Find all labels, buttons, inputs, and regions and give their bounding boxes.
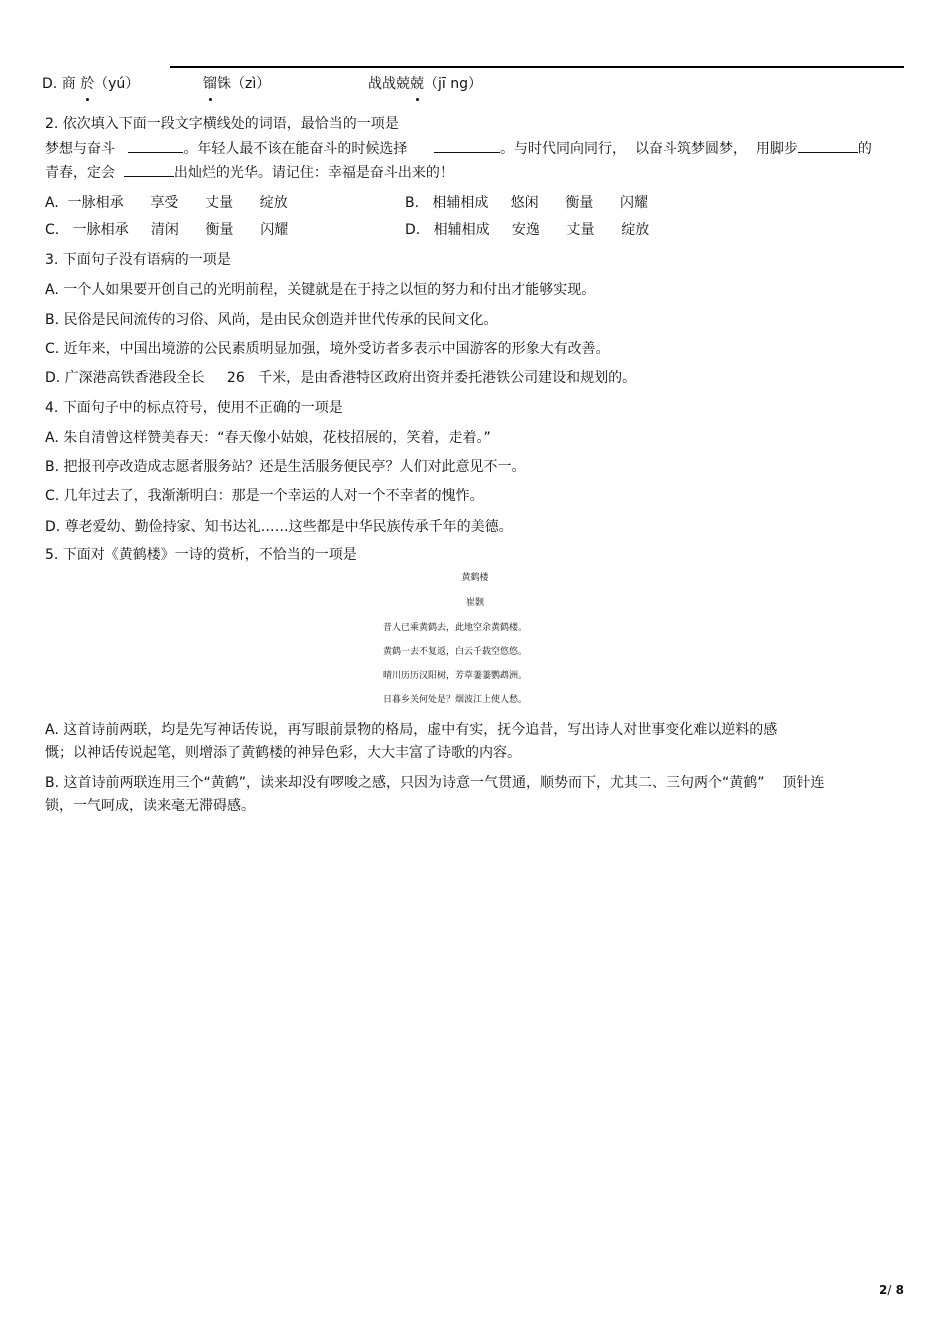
q1-option-d (42, 74, 139, 94)
word-part: 战战兢 (368, 76, 410, 92)
q3-option-c: C. 近年来，中国出境游的公民素质明显加强，境外受访者多表示中国游客的形象大有改善。 (45, 341, 610, 357)
pinyin: （jī ng） (424, 76, 482, 92)
poem-author: 崔颢 (465, 598, 484, 608)
q5-option-a-line-1: A. 这首诗前两联，均是先写神话传说，再写眼前景物的格局，虚中有实，抚今追昔，写出诗人对世事变化难以逆料的感 (45, 722, 778, 738)
q2-option-d: D. 相辅相成 安逸 丈量 绽放 (405, 222, 650, 238)
q2-passage-line-1 (45, 137, 872, 159)
q4-option-c: C. 几年过去了，我渐渐明白：那是一个幸运的人对一个不幸者的愧怍。 (45, 488, 484, 504)
q4-option-b: B. 把报刊亭改造成志愿者服务站？还是生活服务便民亭？人们对此意见不一。 (45, 459, 526, 475)
q5-option-a-line-2: 慨；以神话传说起笔，则增添了黄鹤楼的神异色彩，大大丰富了诗歌的内容。 (45, 745, 521, 761)
passage-text: 的 (857, 141, 872, 157)
q2-passage-line-2 (45, 161, 454, 183)
q5-stem: 5. 下面对《黄鹤楼》一诗的赏析，不恰当的一项是 (45, 547, 357, 563)
header-rule (170, 66, 904, 68)
q4-option-d: D. 尊老爱幼、勤俭持家、知书达礼……这些都是中华民族传承千年的美德。 (45, 519, 513, 535)
q2-option-c: C. 一脉相承 清闲 衡量 闪耀 (45, 222, 289, 238)
q1-word-2 (203, 74, 270, 94)
poem-line: 昔人已乘黄鹤去，此地空余黄鹤楼。 (382, 623, 527, 633)
q2-option-a: A. 一脉相承 享受 丈量 绽放 (45, 195, 288, 211)
page-separator: / (887, 1283, 892, 1297)
page-total: 8 (895, 1283, 904, 1297)
q1-word-3 (368, 74, 482, 94)
emphasis-dot-char: 於 (80, 76, 95, 92)
poem-line: 晴川历历汉阳树，芳草萋萋鹦鹉洲。 (382, 671, 527, 681)
q3-stem: 3. 下面句子没有语病的一项是 (45, 252, 231, 268)
emphasis-dot-char: 兢 (410, 76, 424, 92)
q3-option-a: A. 一个人如果要开创自己的光明前程，关键就是在于持之以恒的努力和付出才能够实现。 (45, 282, 596, 298)
passage-text: 梦想与奋斗 (45, 141, 115, 157)
pinyin: （yú） (94, 76, 140, 92)
passage-text: 青春，定会 (45, 165, 115, 181)
q3-option-b: B. 民俗是民间流传的习俗、风尚，是由民众创造并世代传承的民间文化。 (45, 312, 498, 328)
passage-text: 。年轻人最不该在能奋斗的时候选择 (183, 141, 408, 157)
word-char: 商 (61, 76, 76, 92)
q4-option-a: A. 朱自清曾这样赞美春天：“春天像小姑娘，花枝招展的，笑着，走着。” (45, 430, 491, 446)
fill-blank (434, 137, 500, 153)
passage-text: 出灿烂的光华。请记住：幸福是奋斗出来的！ (173, 165, 454, 181)
poem-title: 黄鹤楼 (461, 573, 489, 583)
word-with-pinyin: 铢（zì） (217, 76, 271, 92)
emphasis-dot-char: 镏 (203, 76, 217, 92)
q3-option-d: D. 广深港高铁香港段全长 26 千米，是由香港特区政府出资并委托港铁公司建设和规划的。 (45, 370, 637, 386)
page-number (879, 1283, 904, 1297)
q4-stem: 4. 下面句子中的标点符号，使用不正确的一项是 (45, 400, 343, 416)
q2-stem: 2. 依次填入下面一段文字横线处的词语，最恰当的一项是 (45, 116, 399, 132)
q5-option-b-line-1: B. 这首诗前两联连用三个“黄鹤”，读来却没有啰唆之感，只因为诗意一气贯通，顺势而下，尤其二、三句两个“黄鹤” 顶针连 (45, 775, 825, 791)
q2-option-b: B. 相辅相成 悠闲 衡量 闪耀 (405, 195, 649, 211)
page-current: 2 (879, 1283, 888, 1297)
poem-line: 黄鹤一去不复返，白云千载空悠悠。 (382, 647, 527, 657)
passage-text: 。与时代同向同行， 以奋斗筑梦圆梦， 用脚步 (500, 141, 798, 157)
option-label: D. (42, 76, 58, 92)
fill-blank (798, 137, 858, 153)
fill-blank (128, 137, 183, 153)
fill-blank (124, 161, 174, 177)
poem-line: 日暮乡关何处是？烟波江上使人愁。 (382, 695, 527, 705)
q5-option-b-line-2: 锁，一气呵成，读来毫无滞碍感。 (45, 798, 255, 814)
